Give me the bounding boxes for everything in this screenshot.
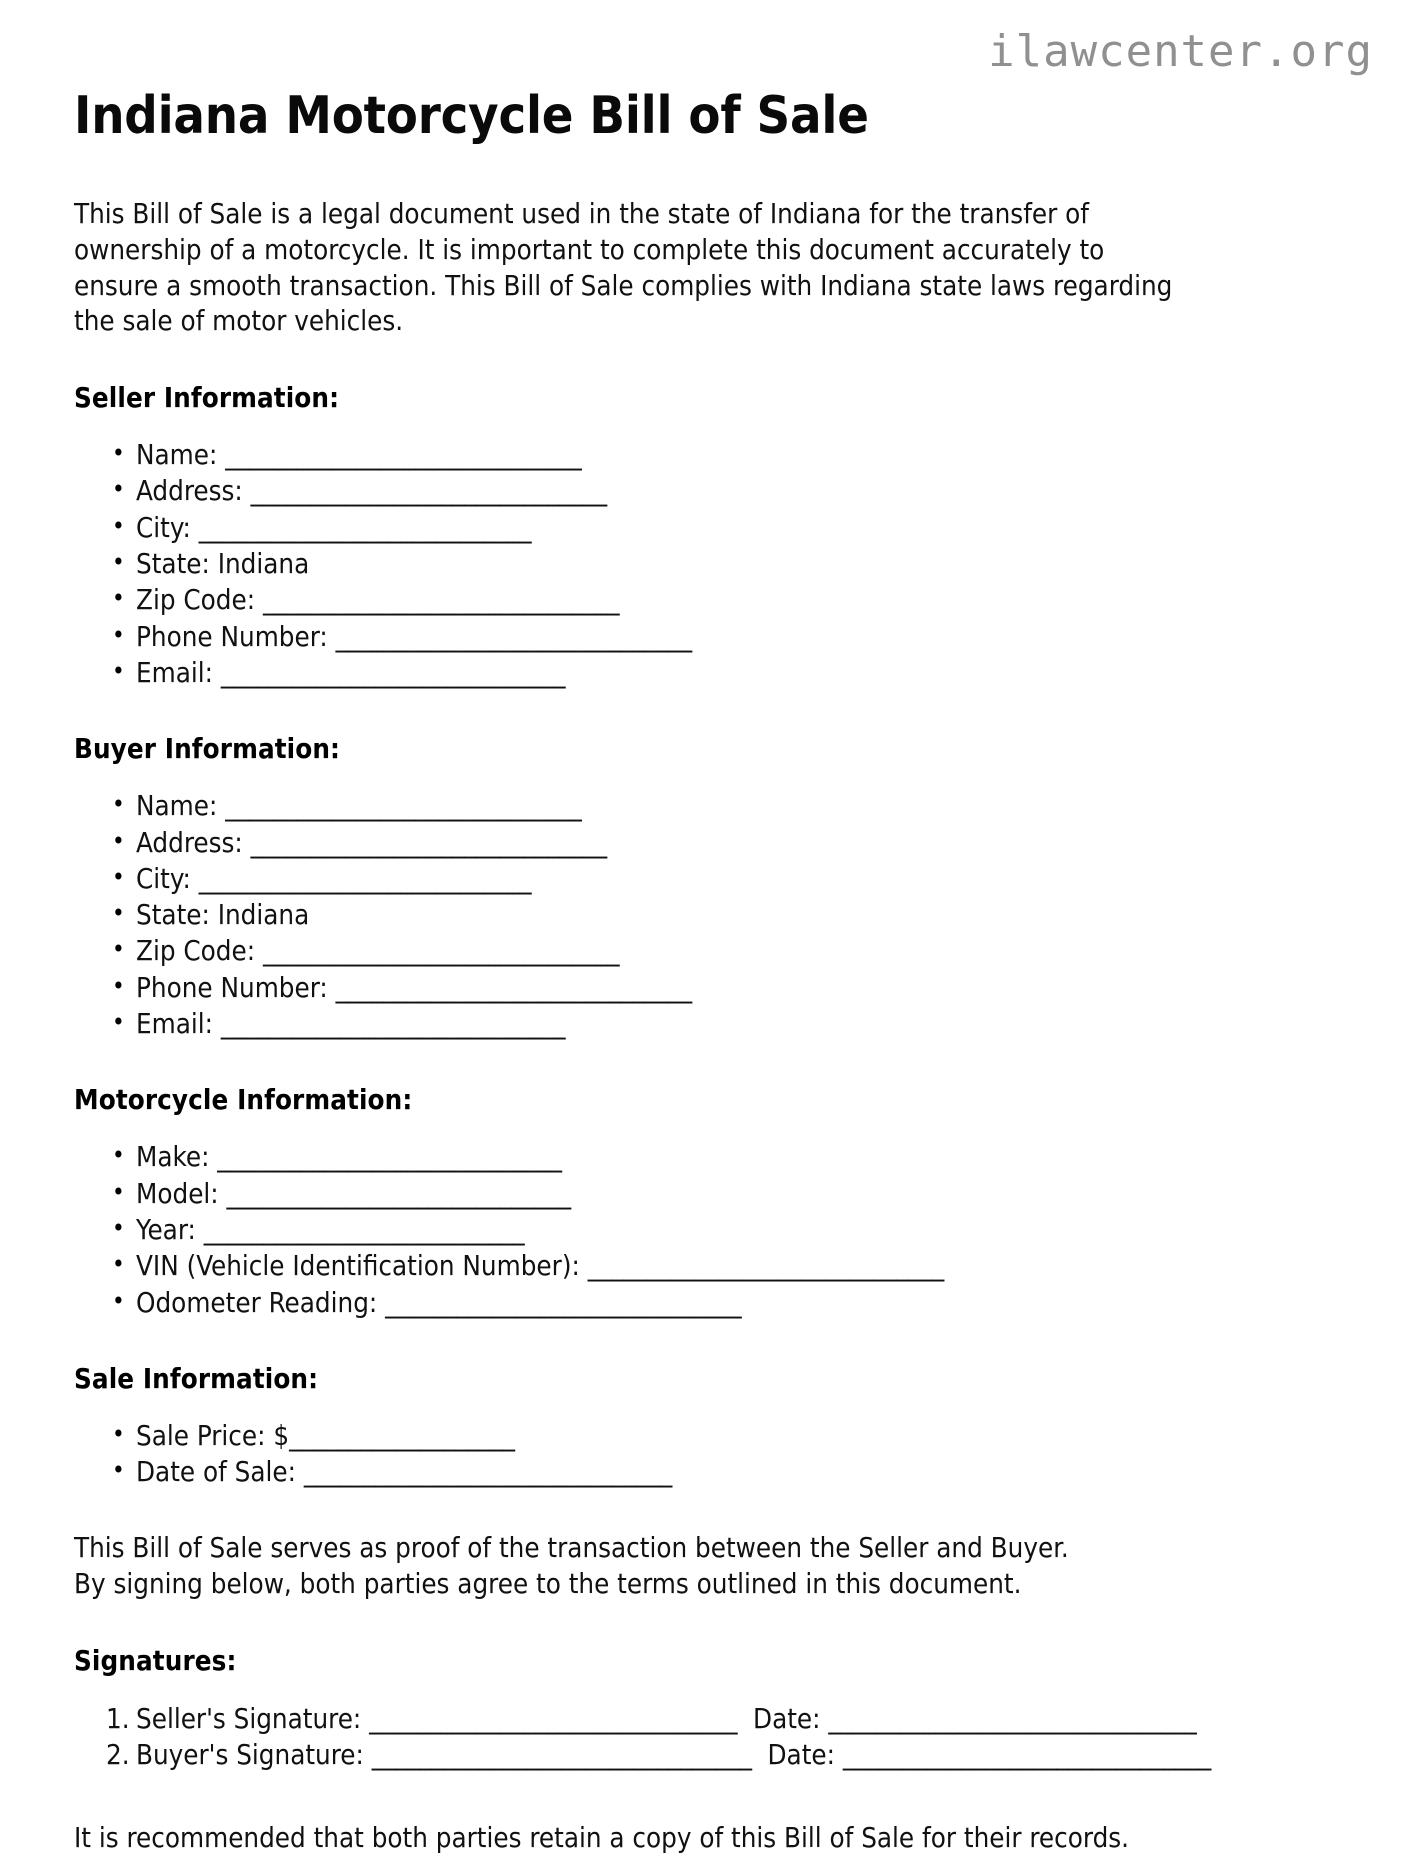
field-label: Email: — [136, 656, 213, 689]
field-motorcycle-year — [74, 1212, 1351, 1248]
date-label: Date: — [753, 1702, 821, 1735]
final-paragraph: It is recommended that both parties retain a copy of this Bill of Sale for their records. — [74, 1822, 1130, 1855]
field-motorcycle-model — [74, 1176, 1351, 1212]
field-label: Make: — [136, 1141, 210, 1174]
field-label: Model: — [136, 1177, 219, 1210]
buyer-information-heading: Buyer Information: — [74, 733, 341, 766]
intro-paragraph: This Bill of Sale is a legal document used in the state of Indiana for the transfer of ownership of a motorcycle. It is important to complete this document accurately to ensure a smooth transaction. This Bill of Sale complies with Indiana state laws regarding the sale of motor vehicles. — [74, 198, 1173, 338]
field-blank[interactable]: ___________________________ — [203, 1213, 525, 1246]
field-buyer-city — [74, 861, 1351, 897]
field-blank[interactable]: ______________________________ — [225, 790, 582, 823]
field-value: Indiana — [217, 548, 310, 581]
field-blank[interactable]: ______________________________ — [250, 475, 607, 508]
signatures-list — [74, 1701, 1351, 1774]
field-blank[interactable]: ______________________________ — [225, 439, 582, 472]
field-blank[interactable]: ______________________________ — [262, 935, 619, 968]
signature-label: Seller's Signature: — [136, 1702, 362, 1735]
field-blank[interactable]: ______________________________ — [335, 971, 692, 1004]
field-label: Date of Sale: — [136, 1456, 296, 1489]
field-blank[interactable]: _____________________________ — [220, 1008, 565, 1041]
field-seller-city — [74, 510, 1351, 546]
field-buyer-phone — [74, 970, 1351, 1006]
motorcycle-information-heading: Motorcycle Information: — [74, 1084, 413, 1117]
field-label: Name: — [136, 790, 218, 823]
field-label: City: — [136, 862, 191, 895]
field-motorcycle-make — [74, 1139, 1351, 1175]
field-seller-name — [74, 437, 1351, 473]
date-blank[interactable]: _______________________________ — [842, 1739, 1211, 1772]
field-buyer-email — [74, 1006, 1351, 1042]
field-label: State: — [136, 548, 210, 581]
field-blank[interactable]: ______________________________ — [250, 826, 607, 859]
field-seller-address — [74, 473, 1351, 509]
signature-row-seller — [74, 1701, 1351, 1738]
field-label: Phone Number: — [136, 620, 328, 653]
field-sale-price — [74, 1418, 1351, 1454]
field-blank[interactable]: ______________________________ — [385, 1286, 742, 1319]
field-label: Email: — [136, 1008, 213, 1041]
field-seller-state — [74, 546, 1351, 582]
field-label: Year: — [136, 1213, 196, 1246]
sale-fields-list — [74, 1418, 1351, 1491]
field-seller-email — [74, 655, 1351, 691]
field-label: Zip Code: — [136, 584, 256, 617]
field-blank[interactable]: _______________________________ — [303, 1456, 672, 1489]
field-buyer-address — [74, 825, 1351, 861]
motorcycle-fields-list — [74, 1139, 1351, 1320]
field-label: Phone Number: — [136, 971, 328, 1004]
field-motorcycle-odometer — [74, 1285, 1351, 1321]
field-blank[interactable]: _____________________________ — [220, 656, 565, 689]
field-value: Indiana — [217, 899, 310, 932]
field-buyer-zip — [74, 933, 1351, 969]
seller-information-heading: Seller Information: — [74, 382, 340, 415]
signatures-heading: Signatures: — [74, 1644, 237, 1677]
proof-paragraph: This Bill of Sale serves as proof of the transaction between the Seller and Buyer. By signing below, both parties agree to the terms outlined in this document. — [74, 1532, 1069, 1601]
sale-information-heading: Sale Information: — [74, 1362, 319, 1395]
field-blank[interactable]: ____________________________ — [198, 862, 531, 895]
field-label: Zip Code: — [136, 935, 256, 968]
signature-label: Buyer's Signature: — [136, 1739, 364, 1772]
field-buyer-name — [74, 788, 1351, 824]
field-blank[interactable]: _____________________________ — [226, 1177, 571, 1210]
signature-row-buyer — [74, 1737, 1351, 1774]
seller-fields-list — [74, 437, 1351, 691]
page-title: Indiana Motorcycle Bill of Sale — [74, 86, 869, 146]
field-label: VIN (Vehicle Identification Number): — [136, 1250, 580, 1283]
field-seller-phone — [74, 619, 1351, 655]
field-sale-date — [74, 1454, 1351, 1490]
field-label: State: — [136, 899, 210, 932]
buyer-fields-list — [74, 788, 1351, 1042]
field-blank[interactable]: _____________________________ — [217, 1141, 562, 1174]
field-blank[interactable]: ______________________________ — [262, 584, 619, 617]
field-seller-zip — [74, 582, 1351, 618]
field-label: Sale Price: $ — [136, 1419, 290, 1452]
site-watermark: ilawcenter.org — [988, 26, 1373, 77]
field-label: City: — [136, 511, 191, 544]
field-label: Address: — [136, 475, 243, 508]
field-blank[interactable]: ____________________________ — [198, 511, 531, 544]
field-blank[interactable]: ______________________________ — [587, 1250, 944, 1283]
field-buyer-state — [74, 897, 1351, 933]
field-blank[interactable]: ___________________ — [289, 1419, 515, 1452]
date-label: Date: — [767, 1739, 835, 1772]
field-label: Address: — [136, 826, 243, 859]
field-motorcycle-vin — [74, 1248, 1351, 1284]
field-label: Name: — [136, 439, 218, 472]
signature-blank[interactable]: _______________________________ — [369, 1702, 738, 1735]
field-label: Odometer Reading: — [136, 1286, 378, 1319]
field-blank[interactable]: ______________________________ — [335, 620, 692, 653]
date-blank[interactable]: _______________________________ — [828, 1702, 1197, 1735]
signature-blank[interactable]: ________________________________ — [371, 1739, 752, 1772]
